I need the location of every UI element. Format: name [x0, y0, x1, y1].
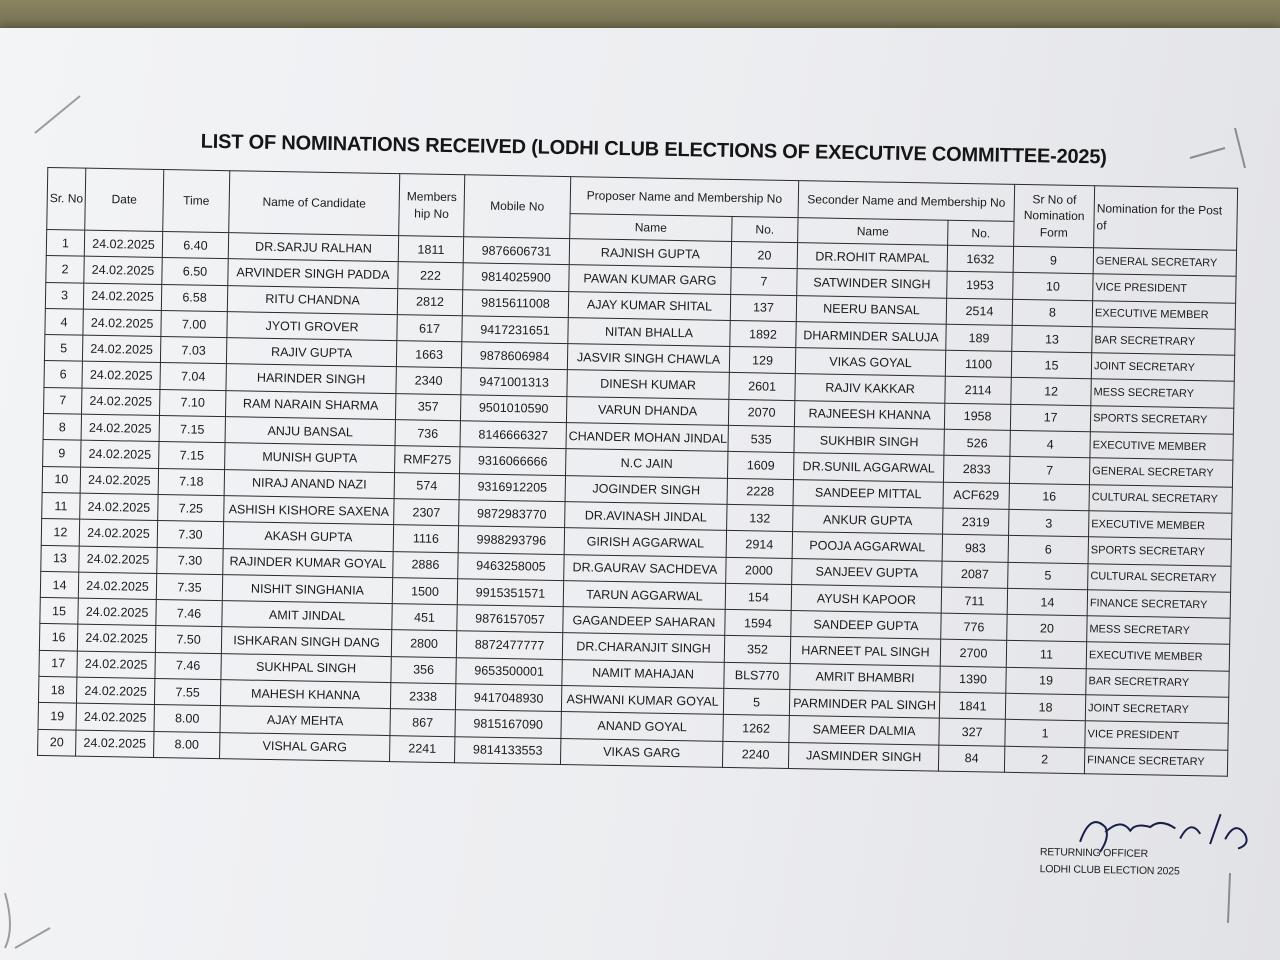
cell-date: 24.02.2025: [83, 283, 161, 311]
cell-membership: 867: [390, 709, 455, 736]
cell-seconder: SAMEER DALMIA: [789, 716, 939, 745]
cell-seconder: HARNEET PAL SINGH: [790, 637, 940, 666]
cell-membership: 356: [391, 656, 456, 683]
cell-time: 6.50: [162, 258, 228, 285]
cell-membership: RMF275: [395, 446, 460, 473]
cell-seconder: DR.SUNIL AGGARWAL: [793, 453, 943, 482]
cell-time: 7.03: [160, 337, 226, 364]
cell-form: 11: [1006, 641, 1086, 669]
cell-seconder-no: 2114: [945, 377, 1011, 404]
cell-candidate: AMIT JINDAL: [222, 601, 392, 630]
cell-seconder-no: ACF629: [943, 482, 1009, 509]
cell-proposer-no: 137: [730, 294, 796, 321]
cell-date: 24.02.2025: [79, 546, 157, 574]
cell-proposer: AJAY KUMAR SHITAL: [568, 291, 730, 320]
cell-membership: 1811: [398, 236, 463, 263]
page-title: LIST OF NOMINATIONS RECEIVED (LODHI CLUB ELECTIONS OF EXECUTIVE COMMITTEE-2025): [200, 130, 1107, 169]
cell-time: 6.58: [161, 284, 227, 311]
cell-date: 24.02.2025: [80, 493, 158, 521]
cell-post: SPORTS SECRETARY: [1090, 406, 1233, 435]
cell-membership: 2812: [397, 288, 462, 315]
cell-seconder: RAJIV KAKKAR: [795, 374, 945, 403]
cell-seconder-no: 711: [941, 587, 1007, 614]
cell-date: 24.02.2025: [82, 335, 160, 363]
nominations-table: [37, 167, 1238, 777]
cell-proposer: VARUN DHANDA: [566, 396, 728, 425]
cell-form: 17: [1010, 404, 1090, 432]
cell-post: EXECUTIVE MEMBER: [1089, 511, 1232, 540]
cell-proposer: ASHWANI KUMAR GOYAL: [561, 686, 723, 715]
cell-candidate: AKASH GUPTA: [223, 522, 393, 551]
cell-form: 7: [1009, 457, 1089, 485]
cell-proposer: RAJNISH GUPTA: [569, 239, 731, 268]
cell-form: 20: [1007, 614, 1087, 642]
cell-seconder-no: 327: [939, 718, 1005, 745]
cell-seconder: RAJNEESH KHANNA: [794, 400, 944, 429]
cell-sr: 11: [42, 492, 80, 519]
cell-membership: 222: [398, 262, 463, 289]
col-sr: Sr. No: [47, 168, 86, 231]
cell-date: 24.02.2025: [81, 440, 159, 468]
cell-time: 7.04: [160, 363, 226, 390]
col-time: Time: [163, 170, 230, 233]
cell-post: EXECUTIVE MEMBER: [1090, 432, 1233, 461]
signature-line1: RETURNING OFFICER: [1039, 846, 1149, 860]
cell-sr: 16: [39, 624, 77, 651]
cell-seconder: JASMINDER SINGH: [788, 742, 938, 771]
nomination-document: [37, 128, 1260, 777]
cell-seconder: AYUSH KAPOOR: [791, 584, 941, 613]
cell-membership: 2307: [394, 499, 459, 526]
cell-sr: 8: [43, 414, 81, 441]
cell-sr: 10: [42, 466, 80, 493]
cell-post: JOINT SECRETARY: [1091, 353, 1234, 382]
cell-form: 8: [1012, 299, 1092, 327]
cell-date: 24.02.2025: [76, 730, 154, 758]
cell-proposer-no: 1262: [723, 715, 789, 742]
cell-proposer-no: 1609: [727, 452, 793, 479]
cell-sr: 17: [39, 650, 77, 677]
cell-time: 6.40: [162, 232, 228, 259]
cell-mobile: 9814133553: [454, 736, 560, 764]
cell-mobile: 9814025900: [463, 263, 569, 291]
cell-form: 1: [1005, 720, 1085, 748]
cell-time: 7.46: [155, 652, 221, 679]
cell-time: 7.30: [157, 521, 223, 548]
cell-time: 7.18: [158, 468, 224, 495]
cell-time: 7.55: [154, 678, 220, 705]
cell-membership: 2340: [396, 367, 461, 394]
cell-time: 7.35: [156, 573, 222, 600]
cell-post: BAR SECRETRARY: [1086, 668, 1229, 697]
cell-mobile: 9316066666: [460, 447, 566, 475]
cell-time: 7.15: [159, 416, 225, 443]
cell-seconder-no: 2319: [943, 508, 1009, 535]
cell-mobile: 9876606731: [463, 237, 569, 265]
cell-mobile: 9878606984: [461, 342, 567, 370]
cell-date: 24.02.2025: [76, 703, 154, 731]
cell-candidate: MAHESH KHANNA: [220, 680, 390, 709]
cell-membership: 357: [395, 393, 460, 420]
cell-proposer-no: 154: [725, 583, 791, 610]
cell-form: 5: [1008, 562, 1088, 590]
cell-candidate: ANJU BANSAL: [225, 417, 395, 446]
cell-proposer: ANAND GOYAL: [561, 712, 723, 741]
cell-sr: 13: [41, 545, 79, 572]
cell-seconder: DHARMINDER SALUJA: [796, 321, 946, 350]
cell-proposer-no: 5: [723, 688, 789, 715]
cell-candidate: AJAY MEHTA: [220, 706, 390, 735]
pin-icon: [0, 888, 60, 958]
cell-mobile: 9471001313: [461, 368, 567, 396]
cell-seconder: SATWINDER SINGH: [797, 269, 947, 298]
cell-sr: 20: [38, 729, 76, 756]
cell-proposer: GAGANDEEP SAHARAN: [563, 607, 725, 636]
cell-seconder-no: 526: [944, 429, 1010, 456]
cell-proposer: DINESH KUMAR: [567, 370, 729, 399]
cell-form: 18: [1005, 693, 1085, 721]
cell-time: 7.30: [157, 547, 223, 574]
cell-proposer-no: 535: [728, 425, 794, 452]
cell-form: 14: [1007, 588, 1087, 616]
cell-proposer-no: 2601: [729, 373, 795, 400]
cell-seconder: VIKAS GOYAL: [795, 348, 945, 377]
cell-candidate: JYOTI GROVER: [227, 312, 397, 341]
cell-time: 8.00: [154, 731, 220, 758]
col-proposer-no: No.: [732, 216, 798, 242]
col-post: Nomination for the Post of: [1094, 186, 1238, 250]
cell-sr: 19: [38, 703, 76, 730]
signature-line2: LODHI CLUB ELECTION 2025: [1039, 863, 1180, 878]
cell-seconder-no: 776: [941, 613, 1007, 640]
cell-form: 10: [1013, 273, 1093, 301]
cell-proposer-no: 129: [729, 347, 795, 374]
cell-post: GENERAL SECRETARY: [1093, 248, 1236, 277]
cell-seconder-no: 1390: [940, 666, 1006, 693]
cell-seconder-no: 84: [938, 745, 1004, 772]
cell-seconder: DR.ROHIT RAMPAL: [797, 243, 947, 272]
cell-proposer: JOGINDER SINGH: [565, 475, 727, 504]
cell-form: 9: [1013, 246, 1093, 274]
cell-date: 24.02.2025: [80, 467, 158, 495]
cell-date: 24.02.2025: [77, 625, 155, 653]
cell-membership: 2886: [393, 551, 458, 578]
cell-proposer-no: 352: [724, 636, 790, 663]
col-form: Sr No of Nomination Form: [1014, 184, 1095, 247]
cell-sr: 12: [41, 519, 79, 546]
cell-post: MESS SECRETARY: [1087, 616, 1230, 645]
cell-proposer-no: 2070: [728, 399, 794, 426]
cell-proposer: DR.AVINASH JINDAL: [565, 502, 727, 531]
col-seconder: Seconder Name and Membership No: [798, 181, 1015, 222]
cell-mobile: 9872983770: [459, 500, 565, 528]
cell-sr: 2: [46, 256, 84, 283]
cell-time: 7.25: [158, 494, 224, 521]
cell-candidate: RAM NARAIN SHARMA: [225, 390, 395, 419]
cell-post: CULTURAL SECRETARY: [1089, 484, 1232, 513]
cell-seconder: SANDEEP MITTAL: [793, 479, 943, 508]
cell-candidate: DR.SARJU RALHAN: [228, 233, 398, 262]
cell-seconder-no: 1958: [944, 403, 1010, 430]
cell-date: 24.02.2025: [78, 572, 156, 600]
returning-officer-signature: [1039, 806, 1260, 890]
cell-form: 16: [1009, 483, 1089, 511]
cell-seconder-no: 1632: [947, 245, 1013, 272]
cell-seconder-no: 2514: [946, 298, 1012, 325]
col-candidate: Name of Candidate: [229, 171, 400, 236]
cell-form: 13: [1012, 325, 1092, 353]
cell-post: JOINT SECRETARY: [1085, 695, 1228, 724]
cell-seconder-no: 2700: [940, 640, 1006, 667]
cell-membership: 2241: [389, 735, 454, 762]
cell-candidate: NIRAJ ANAND NAZI: [224, 469, 394, 498]
cell-mobile: 8146666327: [460, 421, 566, 449]
cell-proposer: NAMIT MAHAJAN: [562, 659, 724, 688]
cell-proposer: PAWAN KUMAR GARG: [569, 265, 731, 294]
cell-candidate: HARINDER SINGH: [226, 364, 396, 393]
cell-mobile: 9316912205: [459, 473, 565, 501]
cell-post: BAR SECRETRARY: [1092, 327, 1235, 356]
cell-mobile: 9815611008: [462, 289, 568, 317]
col-mobile: Mobile No: [464, 175, 571, 239]
cell-candidate: RAJINDER KUMAR GOYAL: [223, 548, 393, 577]
cell-sr: 5: [44, 335, 82, 362]
cell-proposer-no: BLS770: [724, 662, 790, 689]
cell-mobile: 9417048930: [455, 684, 561, 712]
cell-mobile: 9915351571: [457, 579, 563, 607]
cell-mobile: 9463258005: [458, 552, 564, 580]
col-proposer: Proposer Name and Membership No: [570, 177, 799, 218]
cell-time: 7.50: [155, 626, 221, 653]
cell-candidate: ISHKARAN SINGH DANG: [221, 627, 391, 656]
cell-seconder: SANJEEV GUPTA: [792, 558, 942, 587]
cell-mobile: 9988293796: [458, 526, 564, 554]
cell-sr: 7: [44, 387, 82, 414]
cell-proposer-no: 20: [731, 241, 797, 268]
cell-membership: 617: [397, 315, 462, 342]
cell-seconder-no: 1953: [947, 272, 1013, 299]
cell-seconder-no: 1100: [945, 350, 1011, 377]
cell-sr: 14: [40, 571, 78, 598]
cell-date: 24.02.2025: [78, 598, 156, 626]
cell-proposer-no: 2240: [722, 741, 788, 768]
cell-membership: 2800: [391, 630, 456, 657]
cell-post: CULTURAL SECRETARY: [1088, 563, 1231, 592]
cell-proposer: N.C JAIN: [566, 449, 728, 478]
cell-post: FINANCE SECRETARY: [1084, 747, 1227, 776]
cell-proposer-no: 2914: [726, 531, 792, 558]
cell-date: 24.02.2025: [83, 309, 161, 337]
cell-post: MESS SECRETARY: [1091, 379, 1234, 408]
cell-form: 6: [1008, 536, 1088, 564]
cell-date: 24.02.2025: [79, 519, 157, 547]
cell-sr: 6: [44, 361, 82, 388]
cell-post: EXECUTIVE MEMBER: [1086, 642, 1229, 671]
cell-mobile: 9815167090: [455, 710, 561, 738]
cell-date: 24.02.2025: [84, 230, 162, 258]
cell-seconder-no: 1841: [939, 692, 1005, 719]
cell-seconder-no: 2833: [943, 456, 1009, 483]
cell-time: 8.00: [154, 705, 220, 732]
cell-post: VICE PRESIDENT: [1093, 274, 1236, 303]
cell-form: 2: [1004, 746, 1084, 774]
cell-membership: 736: [395, 420, 460, 447]
cell-proposer: GIRISH AGGARWAL: [564, 528, 726, 557]
cell-date: 24.02.2025: [84, 256, 162, 284]
cell-form: 15: [1011, 352, 1091, 380]
cell-proposer: VIKAS GARG: [560, 738, 722, 767]
cell-membership: 2338: [390, 683, 455, 710]
cell-proposer: DR.CHARANJIT SINGH: [562, 633, 724, 662]
cell-seconder: AMRIT BHAMBRI: [790, 663, 940, 692]
cell-candidate: RITU CHANDNA: [227, 285, 397, 314]
table-body: [38, 229, 1237, 776]
cell-seconder: NEERU BANSAL: [796, 295, 946, 324]
cell-date: 24.02.2025: [82, 362, 160, 390]
col-date: Date: [85, 168, 164, 231]
cell-seconder: SUKHBIR SINGH: [794, 427, 944, 456]
cell-seconder-no: 2087: [942, 561, 1008, 588]
handwritten-signature: [1060, 801, 1261, 864]
cell-mobile: 9653500001: [456, 657, 562, 685]
cell-sr: 4: [45, 308, 83, 335]
cell-date: 24.02.2025: [76, 677, 154, 705]
cell-mobile: 9417231651: [462, 316, 568, 344]
cell-candidate: ASHISH KISHORE SAXENA: [224, 496, 394, 525]
cell-date: 24.02.2025: [81, 414, 159, 442]
col-membership: Members hip No: [399, 174, 465, 237]
cell-time: 7.46: [156, 600, 222, 627]
cell-post: EXECUTIVE MEMBER: [1092, 300, 1235, 329]
cell-form: 19: [1006, 667, 1086, 695]
cell-candidate: MUNISH GUPTA: [225, 443, 395, 472]
cell-mobile: 8872477777: [456, 631, 562, 659]
cell-date: 24.02.2025: [77, 651, 155, 679]
cell-date: 24.02.2025: [82, 388, 160, 416]
cell-candidate: SUKHPAL SINGH: [221, 653, 391, 682]
cell-mobile: 9501010590: [460, 395, 566, 423]
cell-sr: 9: [43, 440, 81, 467]
cell-proposer-no: 1892: [730, 320, 796, 347]
cell-sr: 3: [45, 282, 83, 309]
cell-post: SPORTS SECRETARY: [1088, 537, 1231, 566]
cell-membership: 451: [392, 604, 457, 631]
cell-membership: 1116: [393, 525, 458, 552]
col-seconder-no: No.: [948, 220, 1014, 246]
cell-proposer: DR.GAURAV SACHDEVA: [564, 554, 726, 583]
cell-seconder: PARMINDER PAL SINGH: [789, 690, 939, 719]
cell-sr: 1: [46, 229, 84, 256]
cell-form: 4: [1010, 430, 1090, 458]
cell-membership: 1663: [396, 341, 461, 368]
cell-proposer: CHANDER MOHAN JINDAL: [566, 423, 728, 452]
cell-proposer: TARUN AGGARWAL: [563, 580, 725, 609]
cell-time: 7.15: [159, 442, 225, 469]
cell-seconder-no: 189: [946, 324, 1012, 351]
cell-seconder: SANDEEP GUPTA: [791, 611, 941, 640]
cell-proposer-no: 1594: [725, 610, 791, 637]
cell-proposer-no: 2000: [726, 557, 792, 584]
cell-candidate: VISHAL GARG: [220, 732, 390, 761]
cell-post: VICE PRESIDENT: [1085, 721, 1228, 750]
cell-post: FINANCE SECRETARY: [1087, 590, 1230, 619]
cell-proposer: JASVIR SINGH CHAWLA: [567, 344, 729, 373]
cell-mobile: 9876157057: [457, 605, 563, 633]
cell-seconder: POOJA AGGARWAL: [792, 532, 942, 561]
cell-proposer-no: 2228: [727, 478, 793, 505]
cell-proposer-no: 7: [731, 268, 797, 295]
cell-membership: 1500: [392, 577, 457, 604]
col-proposer-name: Name: [570, 214, 732, 242]
cell-sr: 18: [38, 676, 76, 703]
cell-candidate: ARVINDER SINGH PADDA: [228, 259, 398, 288]
cell-time: 7.00: [161, 310, 227, 337]
col-seconder-name: Name: [798, 218, 948, 246]
cell-candidate: RAJIV GUPTA: [226, 338, 396, 367]
cell-time: 7.10: [159, 389, 225, 416]
cell-proposer: NITAN BHALLA: [568, 317, 730, 346]
cell-form: 12: [1011, 378, 1091, 406]
cell-seconder-no: 983: [942, 534, 1008, 561]
cell-form: 3: [1009, 509, 1089, 537]
cell-membership: 574: [394, 472, 459, 499]
cell-sr: 15: [40, 598, 78, 625]
cell-post: GENERAL SECRETARY: [1089, 458, 1232, 487]
cell-proposer-no: 132: [727, 504, 793, 531]
cell-seconder: ANKUR GUPTA: [793, 506, 943, 535]
cell-candidate: NISHIT SINGHANIA: [222, 574, 392, 603]
